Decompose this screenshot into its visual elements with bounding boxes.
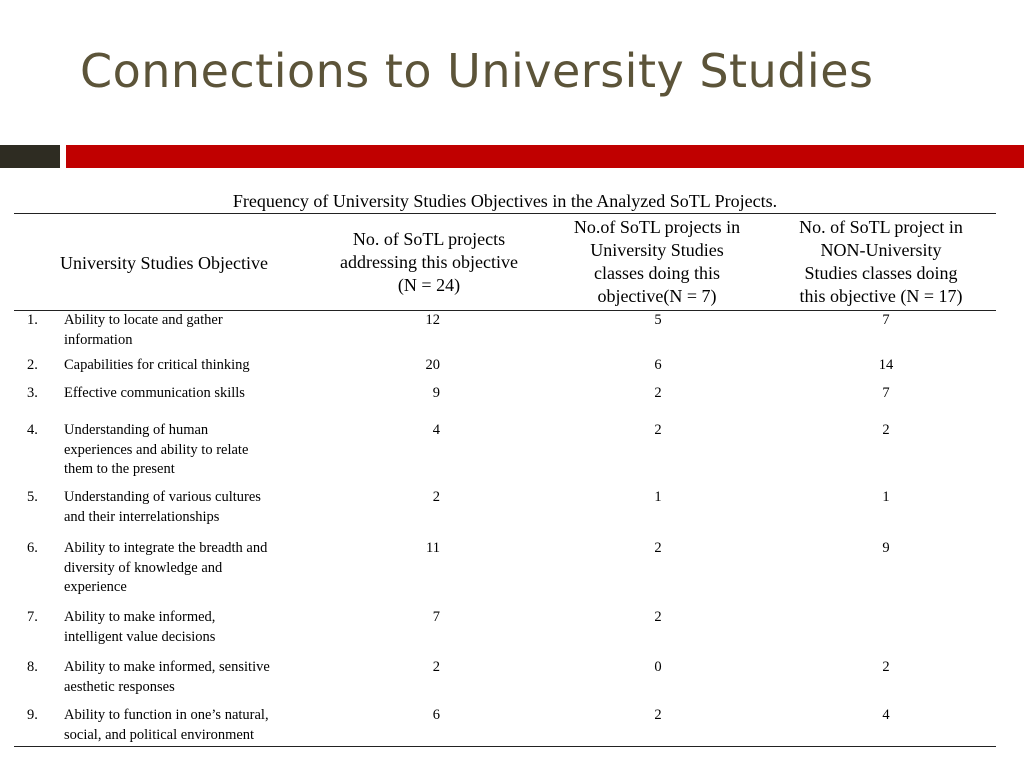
header-total-line: addressing this objective [340, 252, 518, 272]
row-non-us-value: 1 [882, 489, 890, 505]
row-number: 5. [27, 489, 38, 505]
row-number: 8. [27, 659, 38, 675]
row-objective [64, 608, 314, 647]
row-objective-line: experience [64, 579, 127, 595]
row-non-us-value: 2 [882, 659, 890, 675]
header-university-studies-projects [548, 216, 766, 308]
row-total-value: 20 [425, 357, 440, 373]
table-bottom-rule [14, 746, 996, 747]
row-objective-line: social, and political environment [64, 726, 255, 743]
row-objective-line: Effective communication skills [64, 385, 245, 401]
row-objective-line: and their interrelationships [64, 508, 220, 525]
row-objective-line: information [64, 331, 133, 348]
title-accent-red-bar [66, 145, 1024, 168]
row-total-value: 6 [432, 707, 440, 723]
row-us-value: 0 [654, 659, 662, 675]
header-total-projects [318, 228, 540, 297]
row-number: 9. [27, 707, 38, 723]
header-nonus-line: NON-University [820, 240, 942, 260]
row-objective [64, 539, 314, 598]
row-objective [64, 356, 314, 376]
row-objective [64, 488, 314, 527]
row-total-value: 2 [432, 659, 440, 675]
header-nonus-line: this objective (N = 17) [799, 286, 963, 306]
row-objective-line: them to the present [64, 461, 175, 477]
row-objective-line: aesthetic responses [64, 678, 175, 695]
slide-title: Connections to University Studies [80, 44, 874, 98]
row-total-value: 12 [425, 312, 440, 328]
row-objective-line: Ability to make informed, [64, 609, 216, 625]
row-objective-line: diversity of knowledge and [64, 559, 223, 576]
row-objective [64, 421, 314, 480]
table-caption: Frequency of University Studies Objectives in the Analyzed SoTL Projects. [232, 191, 778, 211]
row-non-us-value: 7 [882, 312, 890, 328]
header-non-university-studies-projects [770, 216, 992, 308]
row-us-value: 1 [654, 489, 662, 505]
row-objective [64, 706, 314, 745]
row-us-value: 2 [654, 385, 662, 401]
header-total-line: No. of SoTL projects [352, 229, 506, 249]
row-number: 3. [27, 385, 38, 401]
row-objective-line: Ability to function in one’s natural, [64, 707, 269, 723]
row-number: 6. [27, 540, 38, 556]
row-us-value: 2 [654, 422, 662, 438]
row-total-value: 11 [426, 540, 440, 556]
row-non-us-value: 14 [878, 357, 894, 373]
header-us-line: No.of SoTL projects in [573, 217, 741, 237]
row-objective-line: Capabilities for critical thinking [64, 357, 250, 373]
row-number: 4. [27, 422, 38, 438]
row-number: 2. [27, 357, 38, 373]
title-accent-dark-bar [0, 145, 60, 168]
row-number: 7. [27, 609, 38, 625]
row-objective [64, 311, 314, 350]
header-us-line: University Studies [590, 240, 724, 260]
header-us-line: objective(N = 7) [597, 286, 717, 306]
row-non-us-value: 9 [882, 540, 890, 556]
row-total-value: 7 [432, 609, 440, 625]
row-objective-line: Ability to make informed, sensitive [64, 659, 270, 675]
row-objective [64, 384, 314, 404]
row-objective-line: Understanding of human [64, 422, 209, 438]
row-objective-line: experiences and ability to relate [64, 441, 249, 458]
row-objective-line: intelligent value decisions [64, 628, 216, 645]
row-non-us-value: 4 [882, 707, 890, 723]
header-us-line: classes doing this [594, 263, 720, 283]
row-total-value: 2 [432, 489, 440, 505]
row-us-value: 5 [654, 312, 662, 328]
row-us-value: 2 [654, 609, 662, 625]
row-objective [64, 658, 314, 697]
table-top-rule [14, 213, 996, 214]
row-total-value: 9 [432, 385, 440, 401]
header-total-line: (N = 24) [397, 275, 461, 295]
row-us-value: 6 [654, 357, 662, 373]
row-objective-line: Understanding of various cultures [64, 489, 261, 505]
row-non-us-value: 2 [882, 422, 890, 438]
row-total-value: 4 [432, 422, 440, 438]
row-number: 1. [27, 312, 38, 328]
header-objective: University Studies Objective [60, 253, 268, 273]
row-objective-line: Ability to locate and gather [64, 312, 223, 328]
row-us-value: 2 [654, 540, 662, 556]
row-objective-line: Ability to integrate the breadth and [64, 540, 268, 556]
row-us-value: 2 [654, 707, 662, 723]
header-nonus-line: No. of SoTL project in [799, 217, 963, 237]
row-non-us-value: 7 [882, 385, 890, 401]
header-nonus-line: Studies classes doing [804, 263, 958, 283]
